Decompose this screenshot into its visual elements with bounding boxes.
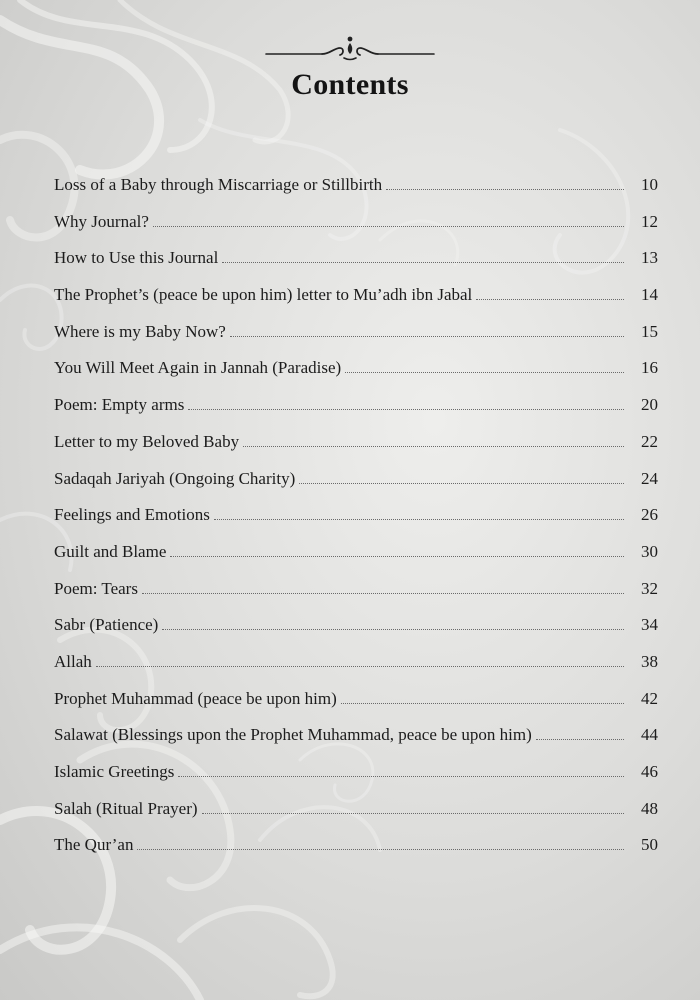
flourish-divider-icon <box>262 30 438 70</box>
toc-entry[interactable] <box>54 355 658 392</box>
toc-entry-page-number: 26 <box>641 505 658 525</box>
toc-entry-page-number: 50 <box>641 835 658 855</box>
toc-entry-page-number: 38 <box>641 651 658 671</box>
toc-entry-title: Sadaqah Jariyah (Ongoing Charity) <box>54 468 296 488</box>
dot-leader <box>188 409 624 410</box>
toc-entry-title: Loss of a Baby through Miscarriage or Stillbirth <box>54 175 383 194</box>
toc-entry[interactable] <box>54 759 658 796</box>
toc-entry-title: The Prophet’s (peace be upon him) letter to Mu’adh ibn Jabal <box>54 285 473 305</box>
toc-entry-page-number: 12 <box>641 211 658 231</box>
dot-leader <box>243 446 624 447</box>
dot-leader <box>153 226 624 227</box>
toc-entry-title: Salah (Ritual Prayer) <box>54 798 198 818</box>
toc-entry-page-number: 14 <box>641 285 658 305</box>
toc-entry[interactable] <box>54 686 658 723</box>
toc-entry[interactable] <box>54 796 658 833</box>
toc-entry-title: Poem: Tears <box>54 578 138 598</box>
toc-entry[interactable] <box>54 319 658 356</box>
toc-entry-page-number: 15 <box>641 321 658 341</box>
dot-leader <box>476 299 624 300</box>
toc-entry-title: You Will Meet Again in Jannah (Paradise) <box>54 358 342 378</box>
toc-entry-page-number: 34 <box>641 615 658 635</box>
toc-entry-title: Poem: Empty arms <box>54 395 185 415</box>
toc-entry-title: How to Use this Journal <box>54 248 219 268</box>
toc-entry-page-number: 42 <box>641 688 658 708</box>
toc-entry-page-number: 32 <box>641 578 658 598</box>
toc-entry-page-number: 16 <box>641 358 658 378</box>
dot-leader <box>222 262 624 263</box>
toc-entry-title: Sabr (Patience) <box>54 615 159 635</box>
toc-entry[interactable] <box>54 539 658 576</box>
toc-entry-title: Prophet Muhammad (peace be upon him) <box>54 688 337 708</box>
toc-entry-title: Where is my Baby Now? <box>54 321 226 341</box>
dot-leader <box>341 703 624 704</box>
toc-entry[interactable] <box>54 466 658 503</box>
toc-entry-page-number: 30 <box>641 541 658 561</box>
toc-entry-page-number: 48 <box>641 798 658 818</box>
dot-leader <box>214 519 624 520</box>
toc-entry[interactable] <box>54 502 658 539</box>
toc-entry-title: Feelings and Emotions <box>54 505 210 525</box>
dot-leader <box>137 849 624 850</box>
dot-leader <box>142 593 624 594</box>
toc-entry-title: Guilt and Blame <box>54 541 167 561</box>
toc-entry[interactable] <box>54 649 658 686</box>
dot-leader <box>162 629 624 630</box>
dot-leader <box>230 336 624 337</box>
toc-entry-title: Allah <box>54 651 92 671</box>
dot-leader <box>96 666 624 667</box>
toc-entry-title: Islamic Greetings <box>54 762 175 781</box>
toc-entry-page-number: 13 <box>641 248 658 268</box>
toc-entry[interactable] <box>54 722 658 759</box>
toc-entry-title: The Qur’an <box>54 835 134 855</box>
toc-entry-page-number: 20 <box>641 395 658 415</box>
page-title: Contents <box>291 68 409 101</box>
toc-entry[interactable] <box>54 392 658 429</box>
dot-leader <box>202 813 624 814</box>
dot-leader <box>299 483 624 484</box>
dot-leader <box>345 372 624 373</box>
dot-leader <box>170 556 624 557</box>
dot-leader <box>536 739 624 740</box>
toc-entry[interactable] <box>54 832 658 869</box>
toc-entry[interactable] <box>54 209 658 246</box>
toc-entry-title: Why Journal? <box>54 211 149 231</box>
table-of-contents <box>54 172 658 869</box>
toc-entry-page-number: 10 <box>641 175 658 194</box>
toc-entry-page-number: 44 <box>641 725 658 745</box>
toc-entry[interactable] <box>54 612 658 649</box>
toc-entry[interactable] <box>54 429 658 466</box>
toc-entry-title: Letter to my Beloved Baby <box>54 431 240 451</box>
toc-entry[interactable] <box>54 576 658 613</box>
dot-leader <box>386 189 624 190</box>
toc-entry-title: Salawat (Blessings upon the Prophet Muhammad, peace be upon him) <box>54 725 532 745</box>
toc-entry-page-number: 22 <box>641 431 658 451</box>
dot-leader <box>178 776 624 777</box>
toc-entry-page-number: 24 <box>641 468 658 488</box>
toc-entry[interactable] <box>54 172 658 209</box>
toc-entry[interactable] <box>54 282 658 319</box>
toc-entry[interactable] <box>54 245 658 282</box>
toc-entry-page-number: 46 <box>641 762 658 781</box>
